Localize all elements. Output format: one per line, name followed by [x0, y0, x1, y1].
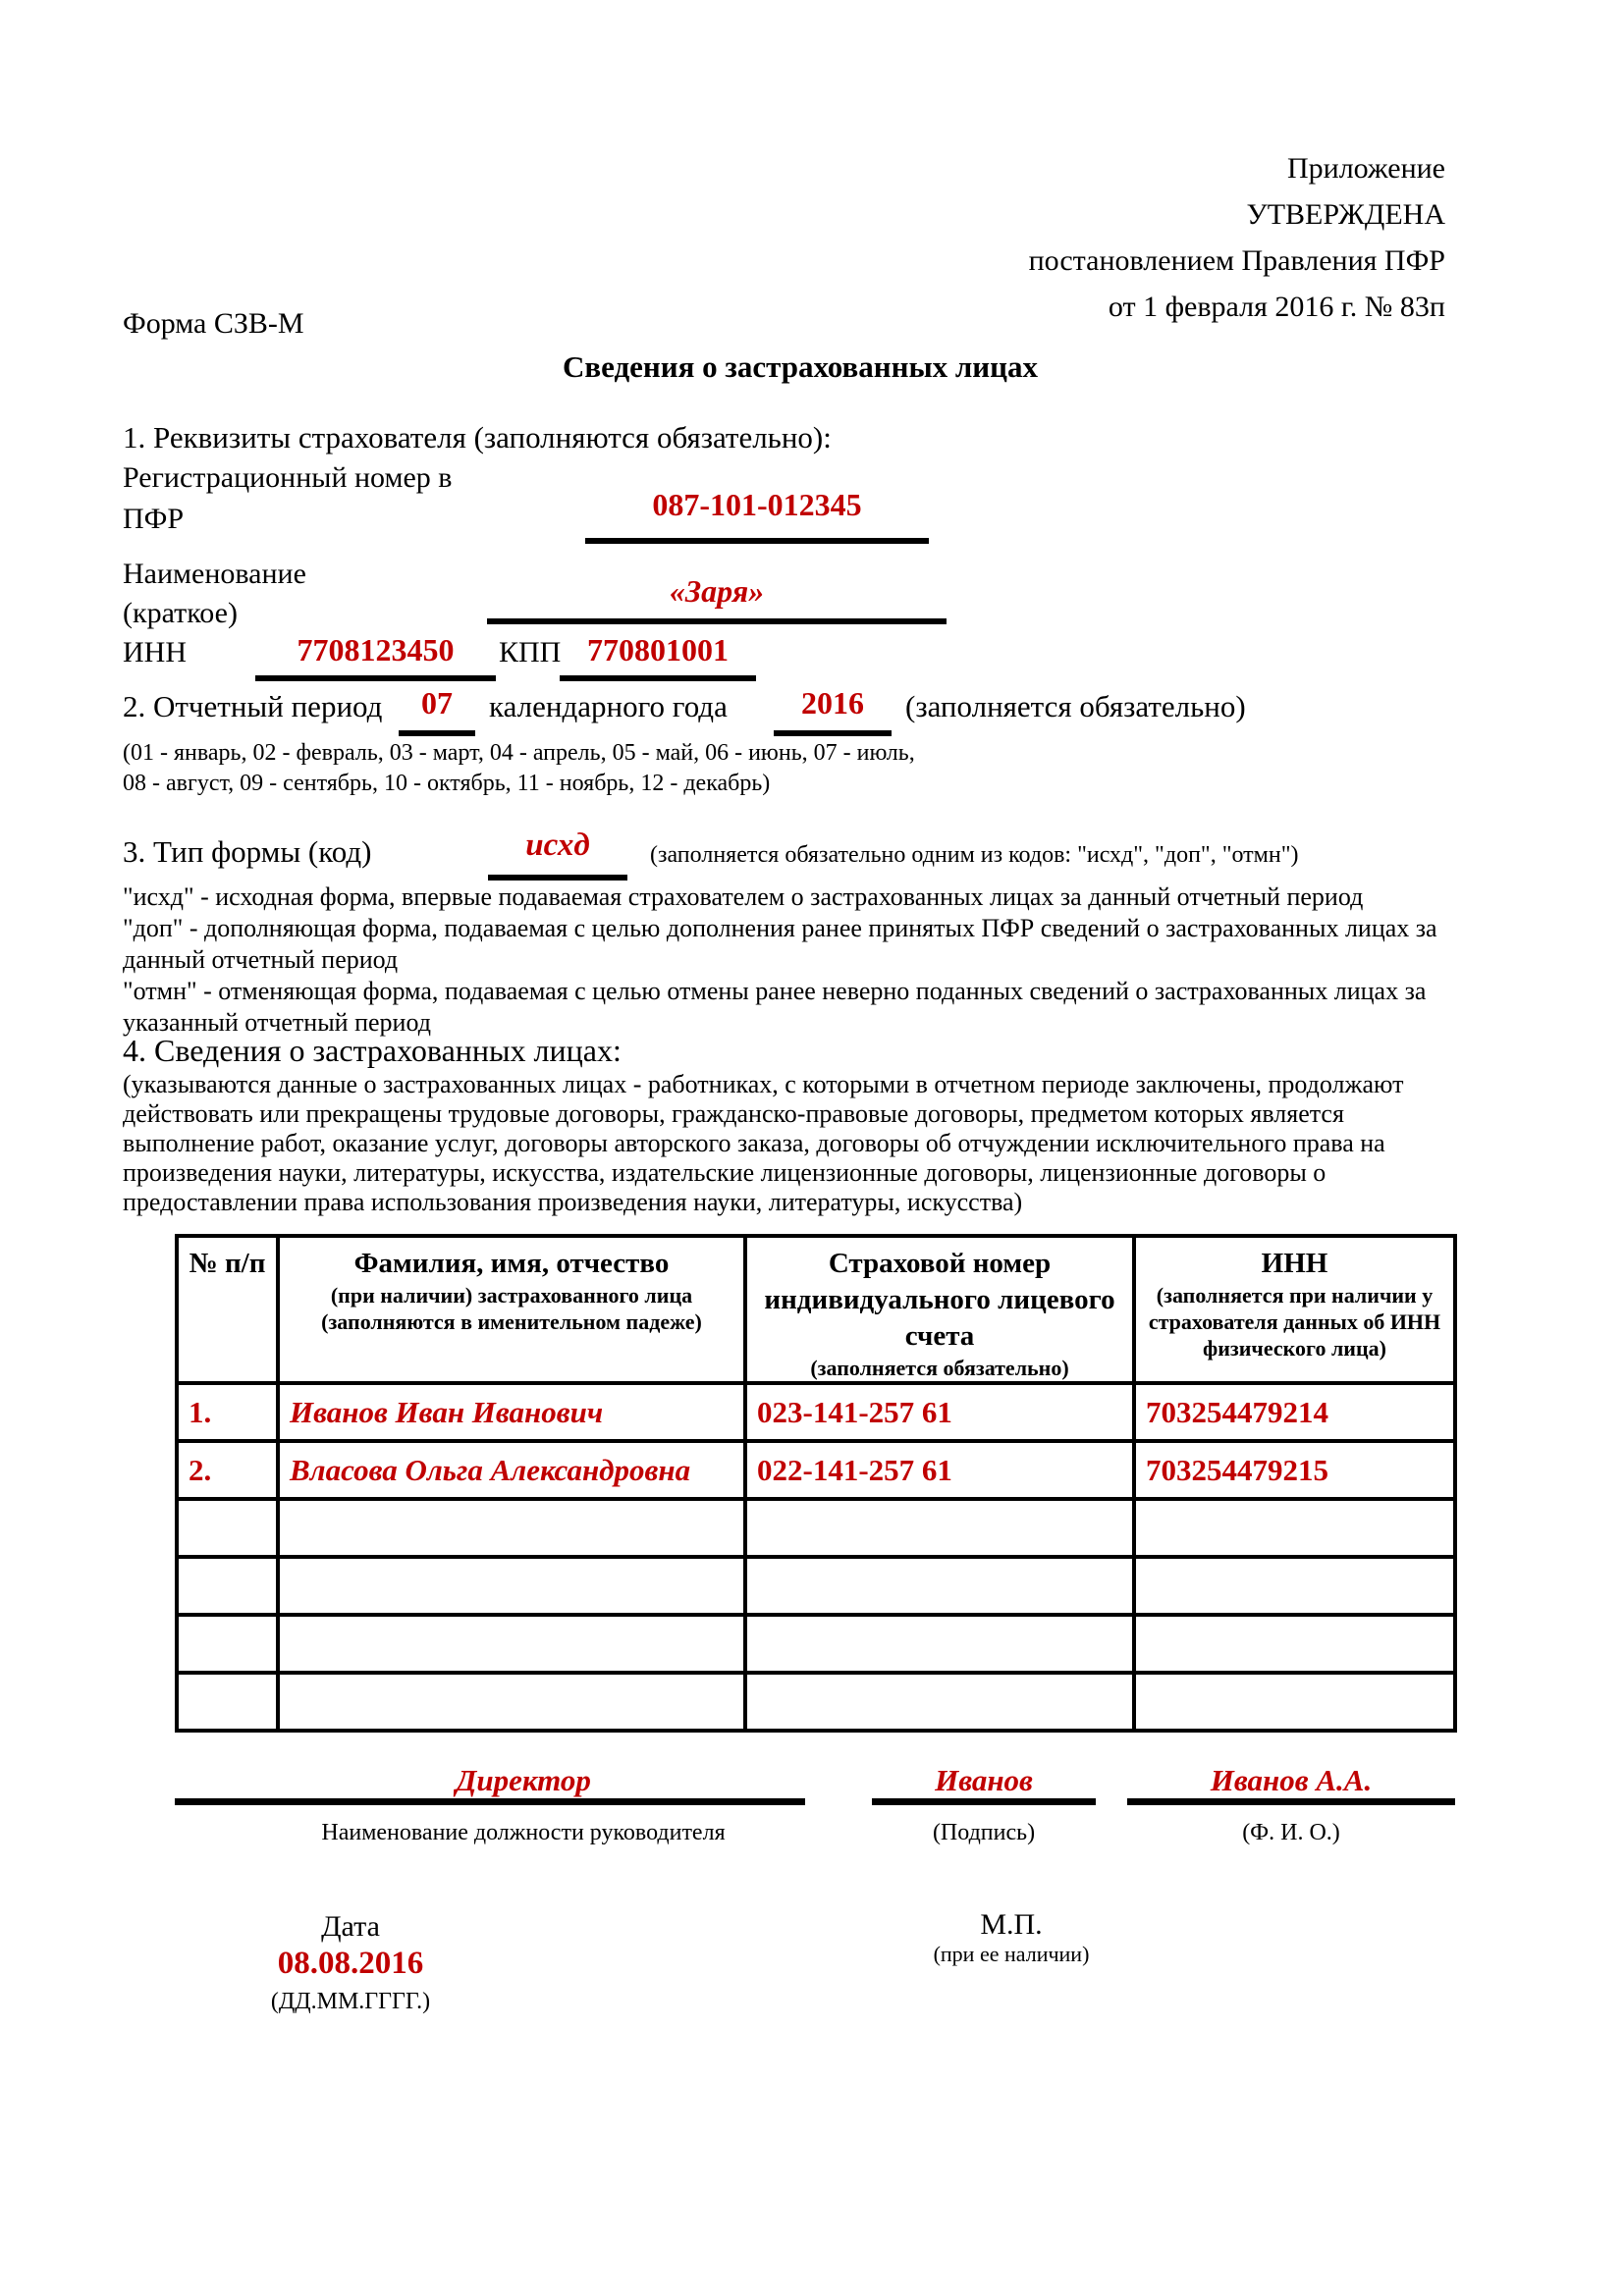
col-header-name-sub2: (заполняются в именительном падеже) [321, 1309, 702, 1334]
stamp-note: (при ее наличии) [933, 1942, 1090, 1966]
col-header-inn-sub: (заполняется при наличии у страхователя данных об ИНН физического лица) [1148, 1283, 1441, 1361]
table-cell-name [278, 1557, 745, 1615]
table-cell-snils [745, 1673, 1134, 1731]
section4-note: (указываются данные о застрахованных лицах - работниках, с которыми в отчетном периоде заключены, продолжают действовать или прекращены трудовые договоры, гражданско-правовые договоры, предметом которых является выполнение работ, оказание услуг, договоры авторского заказа, договоры об отчуждении исключительного права на произведения науки, литературы, искусства, издательские лицензионные договоры, лицензионные договоры о предоставлении права использования произведения науки, литературы, искусства) [123, 1070, 1404, 1216]
form-type-note: (заполняется обязательно одним из кодов: "исхд", "доп", "отмн") [650, 842, 1299, 868]
col-header-num [177, 1236, 278, 1383]
table-row [177, 1615, 1455, 1673]
date-value: 08.08.2016 [277, 1946, 424, 1981]
approval-line: УТВЕРЖДЕНА [1246, 198, 1445, 231]
approval-line: постановлением Правления ПФР [1028, 244, 1445, 277]
table-cell-num [177, 1615, 278, 1673]
section2-heading-suffix: (заполняется обязательно) [905, 689, 1246, 723]
table-cell-num: 2. [177, 1441, 278, 1499]
reg-number-line [585, 538, 929, 544]
col-header-num-label: № п/п [189, 1248, 266, 1279]
reg-number-value: 087-101-012345 [652, 487, 862, 522]
form-type-desc-dop: "доп" - дополняющая форма, подаваемая с целью дополнения ранее принятых ПФР сведений о застрахованных лицах за данный отчетный период [123, 914, 1437, 974]
fio-value: Иванов А.А. [1210, 1763, 1373, 1797]
table-cell-num: 1. [177, 1383, 278, 1441]
months-note-line2: 08 - август, 09 - сентябрь, 10 - октябрь, 11 - ноябрь, 12 - декабрь) [123, 771, 771, 796]
form-type-value: исхд [525, 828, 590, 863]
org-name-line [487, 618, 947, 624]
col-header-inn [1134, 1236, 1455, 1383]
table-cell-inn [1134, 1615, 1455, 1673]
form-type-descriptions [123, 881, 1458, 1039]
form-type-line [488, 875, 627, 881]
form-type-desc-otmn: "отмн" - отменяющая форма, подаваемая с целью отмены ранее неверно поданных сведений о застрахованных лицах за указанный отчетный период [123, 977, 1427, 1037]
col-header-snils [745, 1236, 1134, 1383]
table-cell-inn [1134, 1557, 1455, 1615]
date-format-note: (ДД.ММ.ГГГГ.) [270, 1989, 431, 2014]
kpp-value: 770801001 [587, 632, 729, 667]
table-cell-snils: 023-141-257 61 [745, 1383, 1134, 1441]
col-header-inn-label: ИНН [1261, 1248, 1328, 1279]
reg-number-label-line1: Регистрационный номер в [123, 461, 453, 494]
form-type-desc-ischd: "исхд" - исходная форма, впервые подаваемая страхователем о застрахованных лицах за данный отчетный период [123, 882, 1364, 911]
table-row [177, 1441, 1455, 1499]
table-cell-name [278, 1673, 745, 1731]
table-header-row [177, 1236, 1455, 1383]
table-row [177, 1383, 1455, 1441]
section1-heading: 1. Реквизиты страхователя (заполняются обязательно): [123, 420, 832, 454]
fio-line [1127, 1798, 1455, 1805]
section2-heading-prefix: 2. Отчетный период [123, 689, 383, 723]
reg-number-label-line2: ПФР [123, 503, 185, 535]
col-header-name-label: Фамилия, имя, отчество [353, 1248, 670, 1279]
section4-heading: 4. Сведения о застрахованных лицах: [123, 1033, 622, 1068]
months-note-line1: (01 - январь, 02 - февраль, 03 - март, 04 - апрель, 05 - май, 06 - июнь, 07 - июль, [123, 740, 915, 766]
inn-value: 7708123450 [297, 632, 455, 667]
table-cell-name [278, 1615, 745, 1673]
form-title: Сведения о застрахованных лицах [562, 349, 1039, 384]
table-cell-inn: 703254479215 [1134, 1441, 1455, 1499]
table-cell-snils: 022-141-257 61 [745, 1441, 1134, 1499]
inn-line [255, 675, 496, 681]
table-cell-num [177, 1673, 278, 1731]
table-cell-snils [745, 1499, 1134, 1557]
table-row [177, 1499, 1455, 1557]
signature-line [872, 1798, 1096, 1805]
table-cell-name: Иванов Иван Иванович [278, 1383, 745, 1441]
section3-heading: 3. Тип формы (код) [123, 834, 372, 869]
table-cell-inn [1134, 1499, 1455, 1557]
table-cell-inn: 703254479214 [1134, 1383, 1455, 1441]
fio-label: (Ф. И. О.) [1242, 1820, 1340, 1845]
inn-label: ИНН [123, 636, 187, 668]
table-row [177, 1673, 1455, 1731]
report-year-value: 2016 [801, 685, 864, 721]
org-name-value: «Заря» [669, 573, 765, 609]
table-row [177, 1557, 1455, 1615]
table-cell-snils [745, 1557, 1134, 1615]
date-label: Дата [321, 1910, 380, 1943]
section2-heading-middle: календарного года [489, 689, 728, 723]
table-cell-name [278, 1499, 745, 1557]
col-header-name-sub1: (при наличии) застрахованного лица [330, 1283, 693, 1308]
col-header-snils-sub: (заполняется обязательно) [810, 1356, 1069, 1380]
report-year-line [774, 730, 892, 736]
kpp-line [560, 675, 756, 681]
report-period-line [399, 730, 475, 736]
table-cell-num [177, 1499, 278, 1557]
table-cell-name: Власова Ольга Александровна [278, 1441, 745, 1499]
table-cell-inn [1134, 1673, 1455, 1731]
kpp-label: КПП [499, 636, 562, 668]
col-header-snils-label: Страховой номер индивидуального лицевого счета [764, 1248, 1115, 1352]
signature-value: Иванов [935, 1763, 1033, 1797]
report-period-value: 07 [421, 685, 453, 721]
approval-block [1029, 145, 1445, 330]
approval-line: от 1 февраля 2016 г. № 83п [1108, 291, 1445, 323]
signature-label: (Подпись) [932, 1820, 1036, 1845]
position-value: Директор [456, 1763, 591, 1797]
col-header-name [278, 1236, 745, 1383]
table-cell-num [177, 1557, 278, 1615]
form-name: Форма СЗВ-М [123, 307, 304, 340]
table-cell-snils [745, 1615, 1134, 1673]
position-label: Наименование должности руководителя [321, 1820, 726, 1845]
org-name-label-line2: (краткое) [123, 597, 238, 629]
approval-line: Приложение [1286, 152, 1445, 185]
insured-persons-table [175, 1234, 1457, 1733]
position-signature-line [175, 1798, 805, 1805]
stamp-label: М.П. [980, 1908, 1043, 1941]
org-name-label-line1: Наименование [123, 558, 306, 590]
